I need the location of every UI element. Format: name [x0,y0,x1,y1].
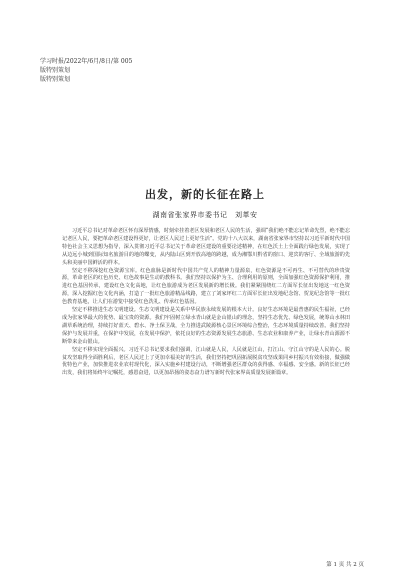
article-paragraph-1: 习近平总书记对革命老区怀有深厚情感，时刻牵挂着老区发展和老区人民的生活，强调“我们绝不能忘记革命先烈，绝不能忘记老区人民，要把革命老区建设得更好，让老区人民过上更好生活”。党的十八大以来，湖南省张家界市坚持以习近平新时代中国特色社会主义思想为指导，深入贯彻习近平总书记关于革命老区建设的重要论述精神，在红色沃土上全面践行绿色发展，实现了从边远小城到国际知名旅游目的地的蝶变，从内陆山区到开放高地的跨越，成为湘鄂川黔省的窗口、迎宾的客厅、全域旅游的先头和美丽中国鲜活的样本。 [62,228,350,266]
page-number: 第 1 页 共 2 页 [326,562,364,568]
article-paragraph-3: 坚定不移推进生态文明建设。生态文明建设是关系中华民族永续发展的根本大计。良好生态环境是最普惠的民生福祉，已经成为张家界最大的优势、最宝贵的资源。我们牢固树立绿水青山就是金山银山的理念，坚持生态优先、绿色发展，统筹山水林田湖草系统治理，持续打好蓝天、碧水、净土保卫战，全力推进武陵源核心景区环境综合整治，生态环境质量持续改善。我们坚持保护与发展并重，在保护中发展，在发展中保护，依托良好的生态资源发展生态旅游、生态农业和康养产业，让绿水青山源源不断带来金山银山。 [62,307,350,345]
section-info-repeat: 版特别策划 [40,76,71,83]
article-body [62,228,350,378]
article-title: 出发，新的长征在路上 [145,188,265,201]
section-info: 版特别策划 [40,67,71,74]
publication-info: 学习时报/2022年/6月/8日/第 005 [40,58,133,65]
article-paragraph-4: 坚定不移实现全面振兴。习近平总书记要求我们强调，江山就是人民，人民就是江山，打江山、守江山守的是人民的心。脱贫攻坚取得全面胜利后，老区人民过上了更加幸福美好的生活，我们坚持把巩固拓展脱贫攻坚成果同乡村振兴有效衔接，做强做优特色产业，加快推进农业农村现代化，深入实施乡村建设行动，不断增强老区群众的获得感、幸福感、安全感。新的长征已经出发，我们将始终牢记嘱托，感恩奋进，以更加昂扬的姿态奋力谱写新时代张家界高质量发展新篇章。 [62,346,350,377]
article-author: 湖南省张家界市委书记 刘革安 [152,211,258,219]
article-paragraph-2: 坚定不移深挖红色资源宝库。红色血脉是新时代中国共产党人的精神力量源泉，红色资源是不可再生、不可替代的珍贵资源，革命老区的红色历史、红色故事是生动的教科书。我们坚持以保护为主、合理利用的原则，全面加强红色资源保护利用，推进红色基因传承，建设红色文化高地，让红色旅游成为老区发展新的增长极。我们紧紧围绕红二方面军长征出发地这一红色资源，深入挖掘红色文化内涵，打造了一批红色旅游精品线路，建立了刘家坪红二方面军长征出发地纪念馆、贺龙纪念馆等一批红色教育基地，让人们在游览中接受红色洗礼、传承红色基因。 [62,267,350,306]
